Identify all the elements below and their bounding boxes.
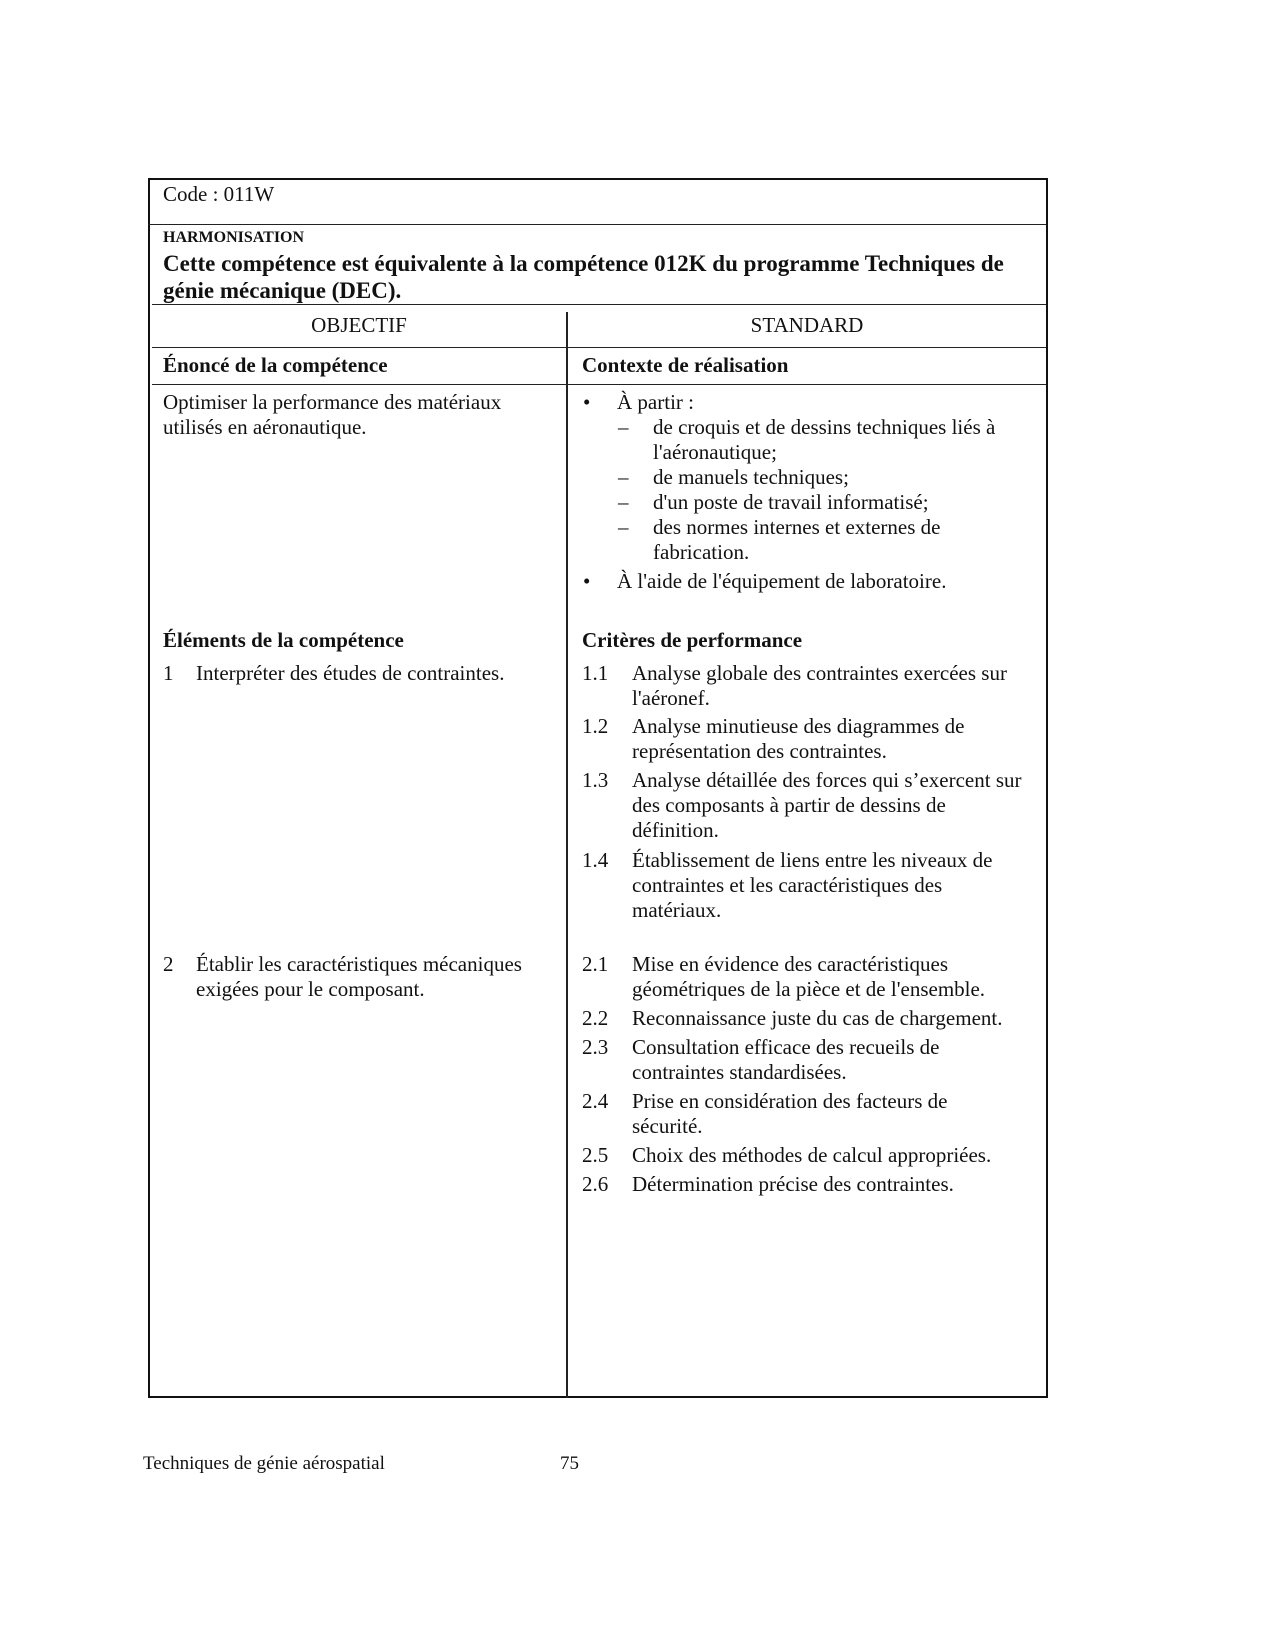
dash-icon: –: [618, 415, 629, 439]
enonce-text: Optimiser la performance des matériaux: [163, 390, 502, 414]
contexte-dash-item: de manuels techniques;: [653, 465, 849, 489]
critere-number: 2.5: [582, 1143, 609, 1167]
harmonisation-text: Cette compétence est équivalente à la compétence 012K du programme Techniques de: [163, 251, 1004, 276]
critere-text: l'aéronef.: [632, 686, 710, 710]
critere-number: 2.3: [582, 1035, 609, 1059]
elements-heading: Éléments de la compétence: [163, 628, 404, 652]
footer-page-number: 75: [560, 1453, 579, 1474]
critere-number: 2.2: [582, 1006, 609, 1030]
divider: [148, 224, 1046, 225]
element-number: 2: [163, 952, 174, 976]
contexte-dash-item: des normes internes et externes de: [653, 515, 941, 539]
dash-icon: –: [618, 465, 629, 489]
footer-program: Techniques de génie aérospatial: [143, 1453, 385, 1474]
element-number: 1: [163, 661, 174, 685]
dash-icon: –: [618, 490, 629, 514]
contexte-dash-item: fabrication.: [653, 540, 750, 564]
critere-text: Mise en évidence des caractéristiques: [632, 952, 949, 976]
critere-number: 2.6: [582, 1172, 609, 1196]
critere-number: 2.4: [582, 1089, 609, 1113]
critere-number: 1.1: [582, 661, 609, 685]
critere-text: Choix des méthodes de calcul appropriées.: [632, 1143, 992, 1167]
critere-text: Analyse globale des contraintes exercées sur: [632, 661, 1007, 685]
enonce-heading: Énoncé de la compétence: [163, 353, 388, 377]
critere-text: Consultation efficace des recueils de: [632, 1035, 940, 1059]
element-text: Établir les caractéristiques mécaniques: [196, 952, 522, 976]
objectif-header: OBJECTIF: [311, 313, 407, 337]
critere-text: Établissement de liens entre les niveaux de: [632, 848, 993, 872]
critere-text: sécurité.: [632, 1114, 703, 1138]
contexte-dash-item: d'un poste de travail informatisé;: [653, 490, 929, 514]
critere-text: Analyse détaillée des forces qui s’exercent sur: [632, 768, 1022, 792]
critere-text: définition.: [632, 818, 719, 842]
critere-text: Reconnaissance juste du cas de chargement.: [632, 1006, 1003, 1030]
bullet-icon: •: [583, 390, 591, 414]
critere-text: représentation des contraintes.: [632, 739, 887, 763]
critere-number: 1.3: [582, 768, 609, 792]
element-text: Interpréter des études de contraintes.: [196, 661, 505, 685]
critere-number: 1.4: [582, 848, 609, 872]
column-divider: [566, 312, 568, 1398]
divider: [152, 347, 1046, 348]
standard-header: STANDARD: [750, 313, 864, 337]
critere-text: contraintes et les caractéristiques des: [632, 873, 943, 897]
critere-text: matériaux.: [632, 898, 722, 922]
contexte-bullet: À partir :: [617, 390, 694, 414]
critere-text: géométriques de la pièce et de l'ensemble.: [632, 977, 986, 1001]
element-text: exigées pour le composant.: [196, 977, 425, 1001]
harmonisation-text: génie mécanique (DEC).: [163, 278, 402, 303]
harmonisation-heading: HARMONISATION: [163, 229, 305, 246]
contexte-heading: Contexte de réalisation: [582, 353, 789, 377]
code-label: Code : 011W: [163, 182, 275, 206]
contexte-dash-item: de croquis et de dessins techniques liés à: [653, 415, 996, 439]
critere-text: des composants à partir de dessins de: [632, 793, 946, 817]
divider: [152, 384, 1046, 385]
bullet-icon: •: [583, 569, 591, 593]
critere-number: 2.1: [582, 952, 609, 976]
critere-text: contraintes standardisées.: [632, 1060, 847, 1084]
dash-icon: –: [618, 515, 629, 539]
critere-text: Détermination précise des contraintes.: [632, 1172, 954, 1196]
criteres-heading: Critères de performance: [582, 628, 803, 652]
contexte-dash-item: l'aéronautique;: [653, 440, 777, 464]
enonce-text: utilisés en aéronautique.: [163, 415, 367, 439]
contexte-bullet: À l'aide de l'équipement de laboratoire.: [617, 569, 947, 593]
critere-text: Analyse minutieuse des diagrammes de: [632, 714, 965, 738]
critere-number: 1.2: [582, 714, 609, 738]
critere-text: Prise en considération des facteurs de: [632, 1089, 948, 1113]
